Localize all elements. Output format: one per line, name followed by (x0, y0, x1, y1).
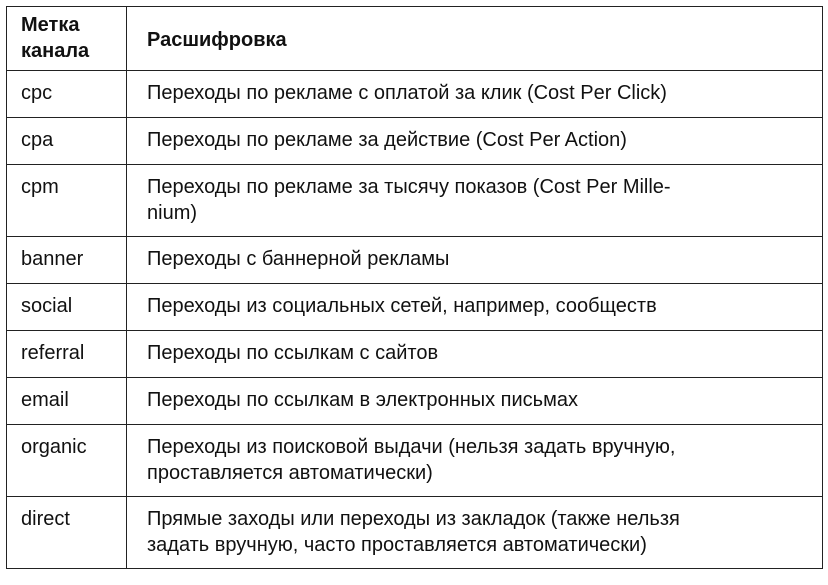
row-description: Переходы из поисковой выдачи (нельзя задать вручную, проставляется автоматически) (127, 425, 823, 497)
table-row (7, 237, 823, 284)
row-description: Прямые заходы или переходы из закладок (также нельзя задать вручную, часто проставляется автоматически) (127, 497, 823, 569)
table-row (7, 425, 823, 497)
row-description: Переходы по ссылкам в электронных письмах (127, 378, 823, 425)
row-description: Переходы по ссылкам с сайтов (127, 331, 823, 378)
row-label: banner (7, 237, 127, 284)
row-label: email (7, 378, 127, 425)
row-label: social (7, 284, 127, 331)
row-label: organic (7, 425, 127, 497)
table-row (7, 118, 823, 165)
row-description: Переходы по рекламе с оплатой за клик (Cost Per Click) (127, 71, 823, 118)
row-description: Переходы из социальных сетей, например, сообществ (127, 284, 823, 331)
row-label: cpc (7, 71, 127, 118)
channel-labels-table (6, 6, 823, 569)
table-row (7, 497, 823, 569)
header-channel-label (7, 7, 127, 71)
row-description: Переходы по рекламе за действие (Cost Per Action) (127, 118, 823, 165)
header-description: Расшифровка (127, 7, 823, 71)
table-header-row (7, 7, 823, 71)
table-row (7, 284, 823, 331)
row-label: cpa (7, 118, 127, 165)
table-row (7, 165, 823, 237)
table-row (7, 378, 823, 425)
row-description: Переходы с баннерной рекламы (127, 237, 823, 284)
header-channel-label-line1: Метка (21, 14, 80, 36)
header-channel-label-line2: канала (21, 40, 90, 62)
row-label: referral (7, 331, 127, 378)
row-description: Переходы по рекламе за тысячу показов (Cost Per Mille- nium) (127, 165, 823, 237)
row-label: direct (7, 497, 127, 569)
table-row (7, 331, 823, 378)
table-row (7, 71, 823, 118)
row-label: cpm (7, 165, 127, 237)
